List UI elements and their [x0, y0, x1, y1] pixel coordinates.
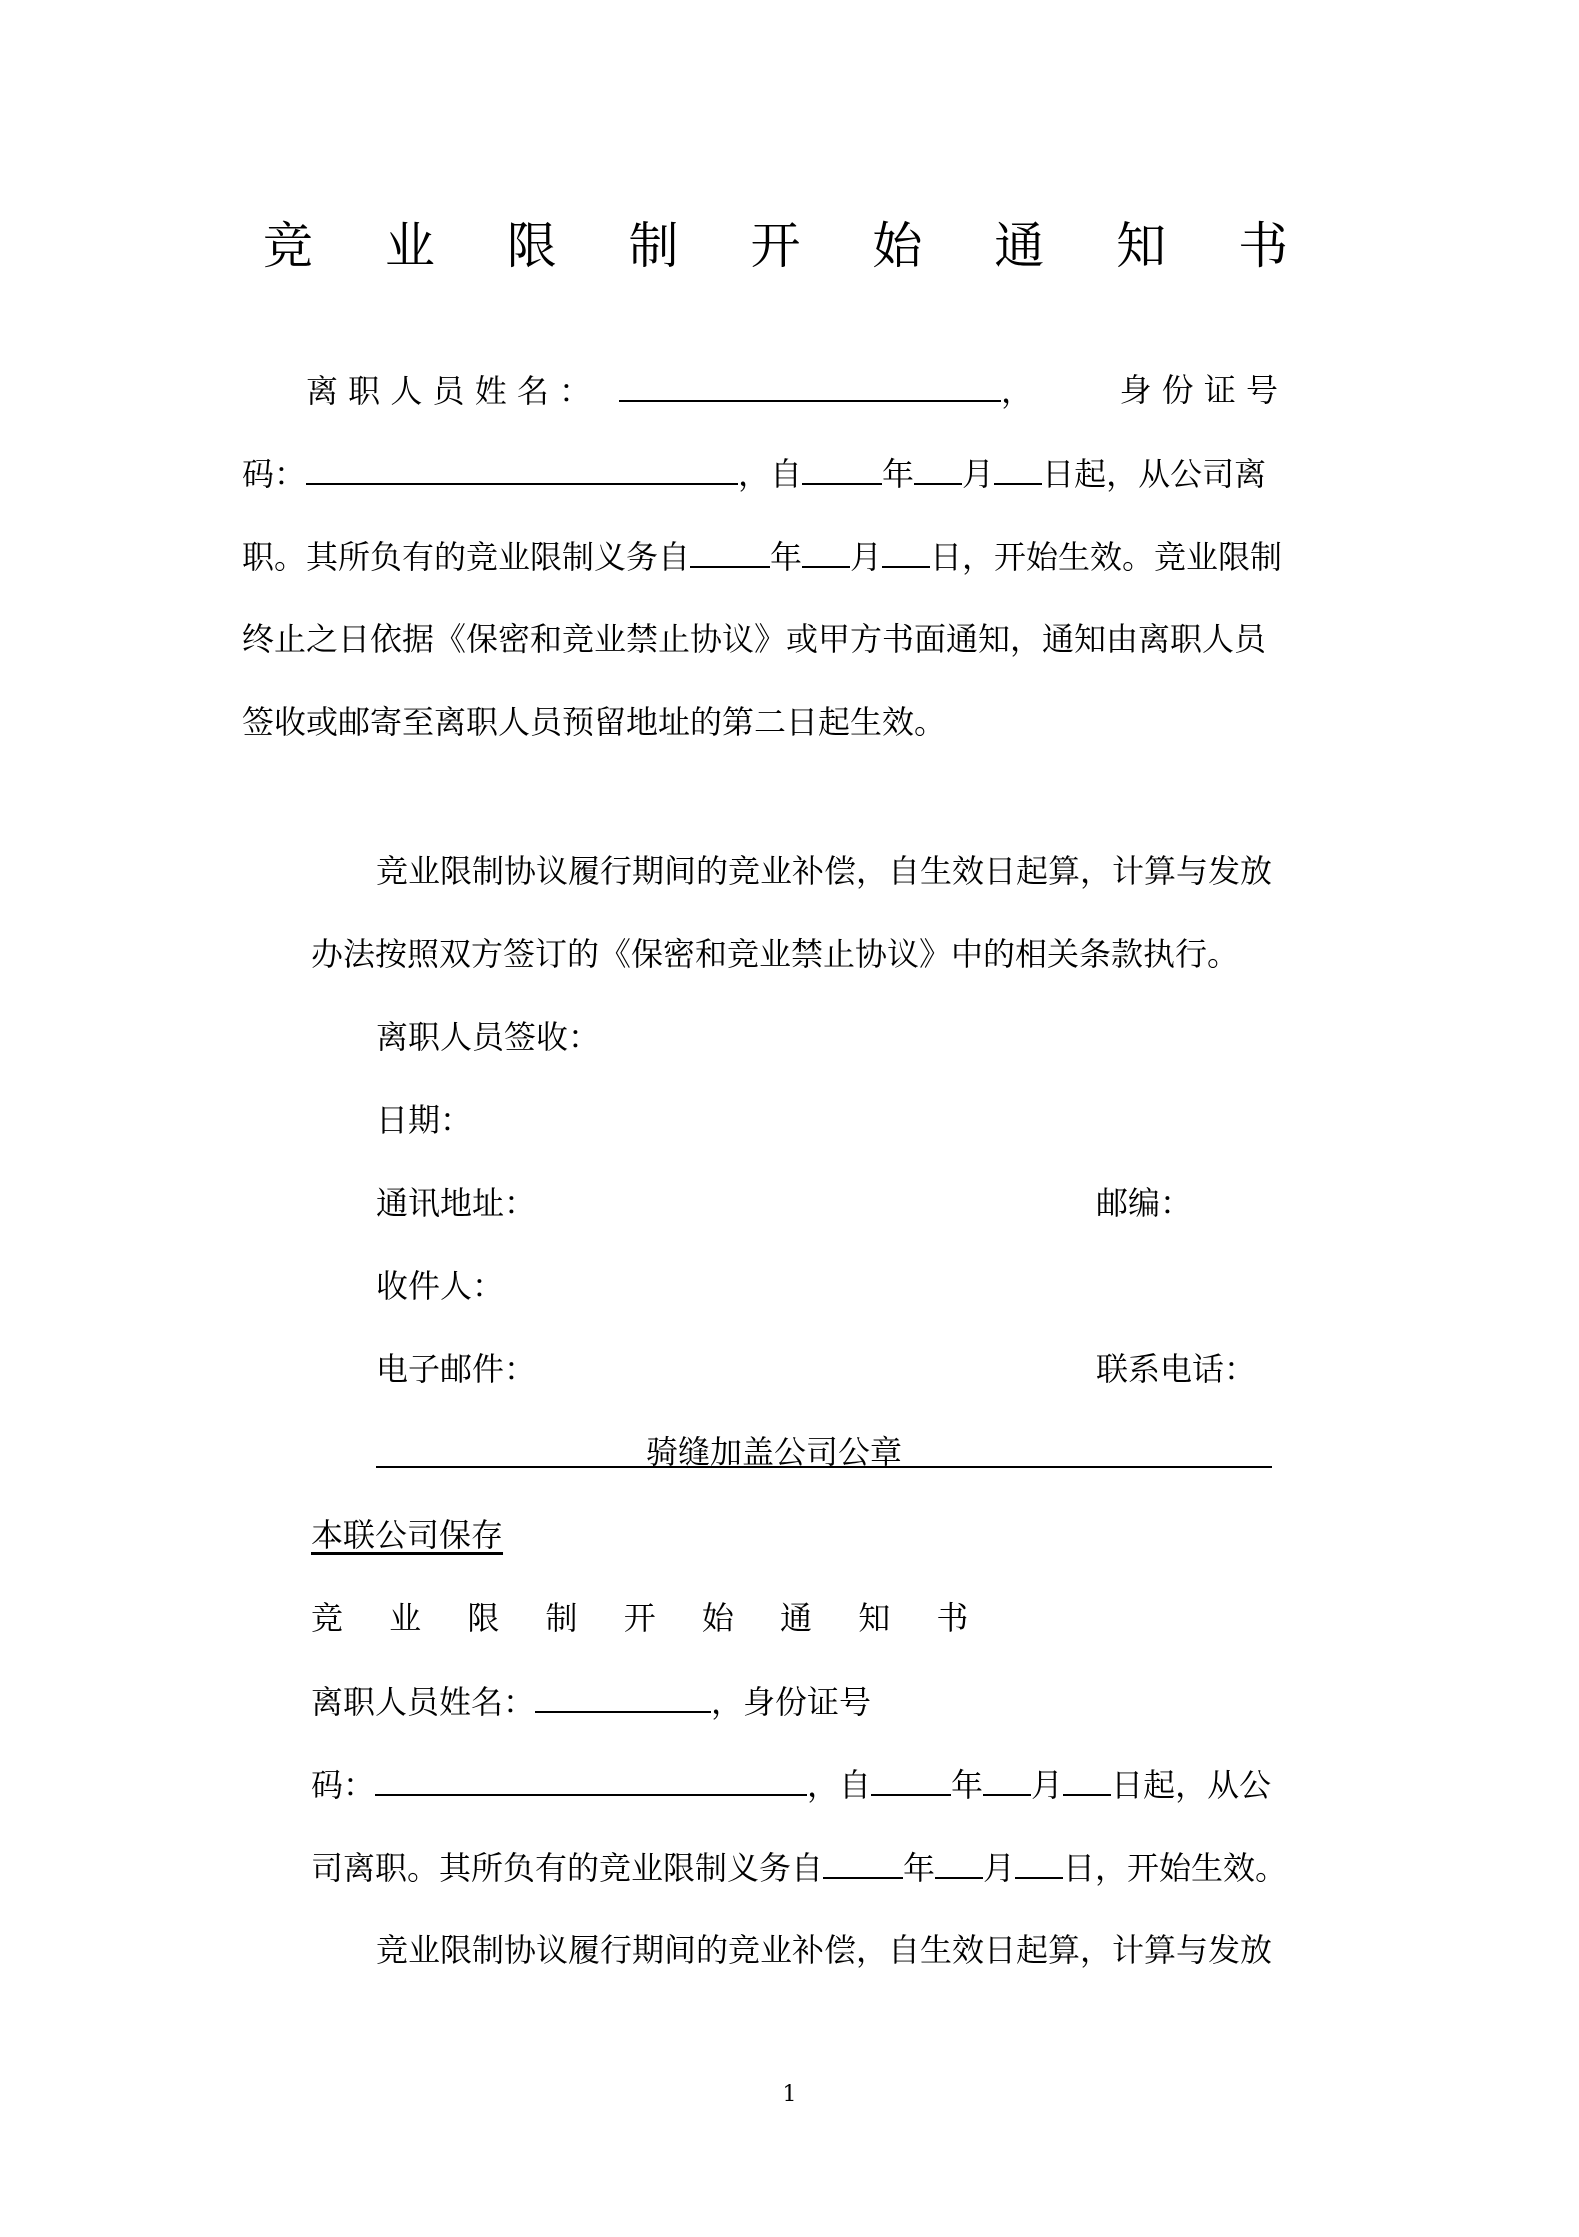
leave-text: 日起，从公司离 — [1042, 455, 1267, 493]
year-blank — [802, 453, 882, 485]
p3-line3 — [311, 1847, 1287, 1888]
p3-line1 — [311, 1681, 871, 1722]
p1-line1 — [306, 370, 1278, 411]
year-label: 年 — [951, 1766, 984, 1804]
month-label: 月 — [983, 1849, 1016, 1887]
year-label: 年 — [882, 455, 915, 493]
p2-line2: 办法按照双方签订的《保密和竞业禁止协议》中的相关条款执行。 — [311, 935, 1240, 973]
copy-label: 本联公司保存 — [311, 1516, 504, 1554]
month-blank — [935, 1847, 983, 1879]
from-text: ，自 — [738, 455, 803, 493]
p1-line3 — [242, 536, 1282, 577]
id-label: 身 份 证 号 — [1119, 371, 1278, 409]
month-label: 月 — [1031, 1766, 1064, 1804]
id-label-cont: 码： — [242, 455, 307, 493]
page-number: 1 — [782, 2082, 797, 2107]
month-label: 月 — [850, 538, 883, 576]
id-blank — [375, 1764, 807, 1796]
email-field: 电子邮件： — [376, 1350, 537, 1388]
comma: ， — [1001, 372, 1034, 410]
day-blank — [994, 453, 1042, 485]
second-title: 竞 业 限 制 开 始 通 知 书 — [311, 1599, 987, 1637]
p4-line1: 竞业限制协议履行期间的竞业补偿，自生效日起算，计算与发放 — [376, 1931, 1273, 1969]
p1-line5: 签收或邮寄至离职人员预留地址的第二日起生效。 — [242, 703, 947, 741]
obligation-text: 职。其所负有的竞业限制义务自 — [242, 538, 691, 576]
obligation-text: 司离职。其所负有的竞业限制义务自 — [311, 1849, 824, 1887]
month-blank — [802, 536, 850, 568]
year-blank — [690, 536, 770, 568]
name-label: 离职人员姓名： — [311, 1683, 536, 1721]
year-label: 年 — [770, 538, 803, 576]
p1-line4: 终止之日依据《保密和竞业禁止协议》或甲方书面通知，通知由离职人员 — [242, 620, 1267, 658]
effective-text: 日，开始生效。 — [1063, 1849, 1288, 1887]
day-blank — [882, 536, 930, 568]
p2-line1: 竞业限制协议履行期间的竞业补偿，自生效日起算，计算与发放 — [376, 852, 1273, 890]
zip-field: 邮编： — [1096, 1184, 1193, 1222]
phone-field: 联系电话： — [1096, 1350, 1257, 1388]
document-title: 竞 业 限 制 开 始 通 知 书 — [262, 217, 1317, 275]
p1-line2 — [242, 453, 1266, 494]
month-blank — [914, 453, 962, 485]
from-text: ，自 — [807, 1766, 872, 1804]
day-blank — [1015, 1847, 1063, 1879]
seal-text: 骑缝加盖公司公章 — [645, 1433, 902, 1471]
leave-text: 日起，从公 — [1111, 1766, 1272, 1804]
day-blank — [1063, 1764, 1111, 1796]
recipient-field: 收件人： — [376, 1267, 505, 1305]
effective-text: 日，开始生效。竞业限制 — [930, 538, 1283, 576]
date-field: 日期： — [376, 1101, 473, 1139]
id-label-cont: 码： — [311, 1766, 376, 1804]
seal-line — [376, 1466, 1272, 1468]
month-label: 月 — [962, 455, 995, 493]
year-blank — [871, 1764, 951, 1796]
address-field: 通讯地址： — [376, 1184, 537, 1222]
sign-field: 离职人员签收： — [376, 1018, 601, 1056]
id-blank — [306, 453, 738, 485]
year-label: 年 — [903, 1849, 936, 1887]
id-label: ，身份证号 — [711, 1683, 872, 1721]
name-blank — [619, 370, 1001, 402]
p3-line2 — [311, 1764, 1271, 1805]
month-blank — [983, 1764, 1031, 1796]
name-blank — [535, 1681, 711, 1713]
name-label: 离 职 人 员 姓 名 ： — [306, 372, 592, 410]
year-blank — [823, 1847, 903, 1879]
